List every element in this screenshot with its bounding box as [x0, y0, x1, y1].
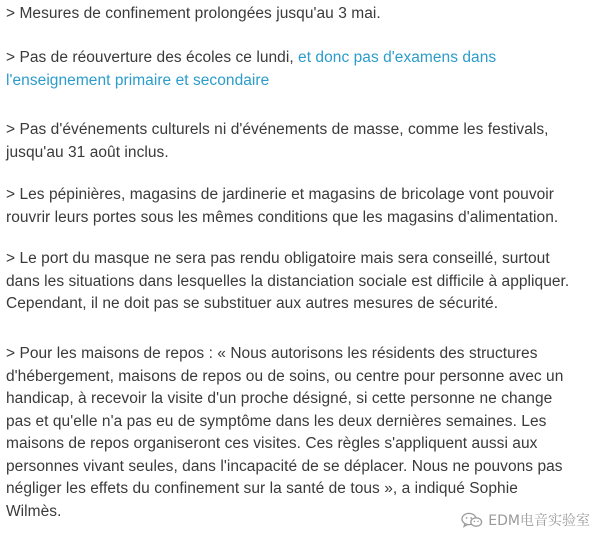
paragraph-care-homes	[6, 343, 563, 523]
paragraph-schools	[6, 47, 496, 92]
paragraph-line: jusqu'au 31 août inclus.	[6, 143, 169, 161]
paragraph-confinement	[6, 3, 381, 26]
wechat-icon	[461, 512, 483, 528]
paragraph-line: d'hébergement, maisons de repos ou de soins, ou centre pour personne avec un	[6, 367, 564, 385]
paragraph-line: handicap, à recevoir la visite d'un proche désigné, si cette personne ne change	[6, 390, 553, 407]
paragraph-line: Cependant, il ne doit pas se substituer aux autres mesures de sécurité.	[6, 295, 499, 312]
paragraph-line: > Le port du masque ne sera pas rendu obligatoire mais sera conseillé, surtout	[6, 250, 550, 267]
watermark	[461, 510, 590, 530]
paragraph-line: négliger les effets du confinement sur la santé de tous », a indiqué Sophie	[6, 480, 518, 497]
paragraph-line: maisons de repos organiseront ces visites. Ces règles s'appliquent aussi aux	[6, 435, 538, 452]
paragraph-line: > Pour les maisons de repos : « Nous autorisons les résidents des structures	[6, 345, 538, 362]
paragraph-text: > Pas de réouverture des écoles ce lundi,	[6, 49, 299, 66]
paragraph-line	[6, 47, 496, 70]
paragraph-line: dans les situations dans lesquelles la distanciation sociale est difficile à appliquer.	[6, 272, 570, 290]
paragraph-line: rouvrir leurs portes sous les mêmes conditions que les magasins d'alimentation.	[6, 208, 559, 226]
paragraph-line: pas et qu'elle n'a pas eu de symptôme dans les deux dernières semaines. Les	[6, 412, 547, 430]
paragraph-line: > Les pépinières, magasins de jardinerie et magasins de bricolage vont pouvoir	[6, 186, 555, 203]
watermark-text: EDM电音实验室	[488, 513, 590, 529]
exams-link[interactable]: et donc pas d'examens dans	[298, 49, 497, 66]
paragraph-masks	[6, 248, 569, 316]
exams-link-continued[interactable]: l'enseignement primaire et secondaire	[6, 71, 270, 89]
paragraph-line: Wilmès.	[6, 502, 62, 520]
paragraph-garden-stores	[6, 184, 558, 229]
paragraph-line: personnes vivant seules, dans l'incapacité de se déplacer. Nous ne pouvons pas	[6, 457, 563, 475]
paragraph-line: > Mesures de confinement prolongées jusqu'au 3 mai.	[6, 5, 381, 22]
paragraph-line: > Pas d'événements culturels ni d'événements de masse, comme les festivals,	[6, 121, 549, 138]
paragraph-events	[6, 119, 549, 164]
paragraph-line	[6, 70, 496, 93]
